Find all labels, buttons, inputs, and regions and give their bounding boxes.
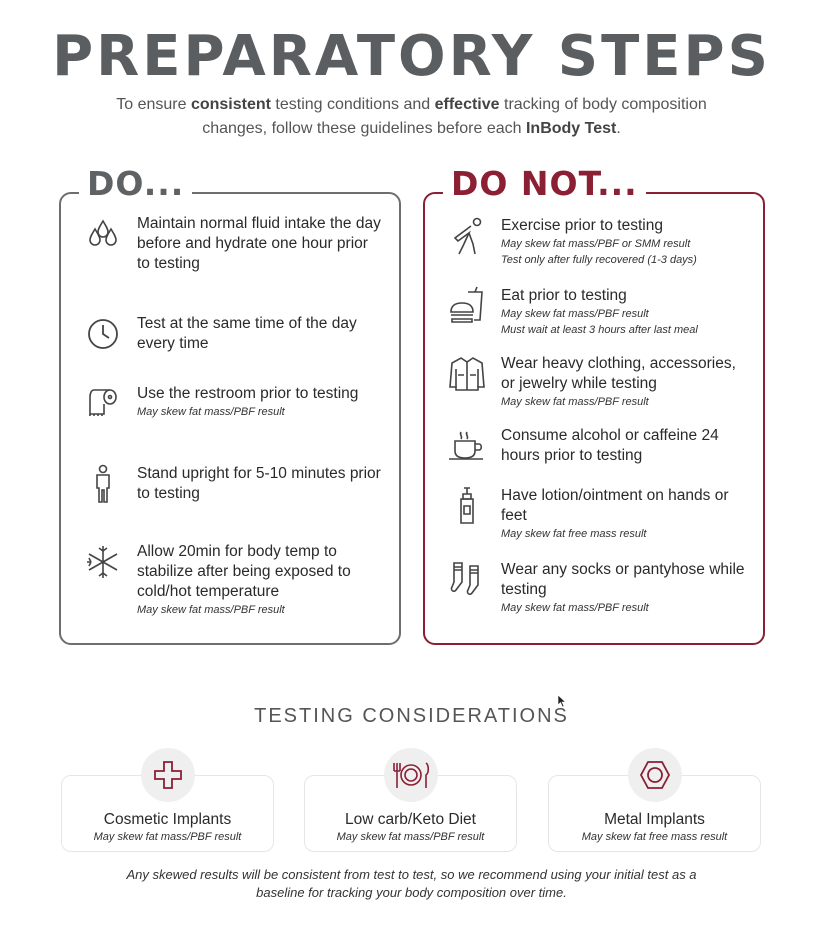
card-cosmetic-implants: [61, 775, 274, 852]
dont-heading: DO NOT...: [443, 164, 646, 203]
card-low-carb-keto: [304, 775, 517, 852]
testing-considerations-title: TESTING CONSIDERATIONS: [254, 705, 569, 727]
do-item-text: Stand upright for 5-10 minutes prior to testing: [137, 465, 381, 502]
plate-utensils-icon: [384, 748, 438, 802]
card-note: May skew fat free mass result: [581, 831, 728, 843]
card-metal-implants: [548, 775, 761, 852]
toilet-paper-icon: [83, 384, 123, 424]
do-item-same-time: [83, 314, 383, 354]
hex-nut-icon: [628, 748, 682, 802]
dont-item-text: Wear any socks or pantyhose while testing: [501, 561, 745, 598]
do-item-note: May skew fat mass/PBF result: [137, 406, 285, 418]
lotion-bottle-icon: [447, 486, 487, 526]
dont-panel: [423, 164, 765, 645]
do-item-temperature: [83, 542, 383, 618]
dont-item-socks: [447, 560, 752, 616]
do-heading: DO...: [79, 164, 192, 203]
dont-item-note-2: Must wait at least 3 hours after last meal: [501, 324, 698, 336]
dont-item-note-2: Test only after fully recovered (1-3 days): [501, 254, 697, 266]
dont-item-note: May skew fat mass/PBF result: [501, 396, 649, 408]
do-item-text: Maintain normal fluid intake the day before and hydrate one hour prior to testing: [137, 215, 381, 272]
do-item-restroom: [83, 384, 383, 424]
clock-icon: [83, 314, 123, 354]
dont-item-lotion: [447, 486, 752, 542]
card-label: Metal Implants: [604, 811, 705, 828]
dont-item-note: May skew fat free mass result: [501, 528, 647, 540]
card-note: May skew fat mass/PBF result: [336, 831, 485, 843]
standing-person-icon: [83, 464, 123, 504]
coffee-cup-icon: [447, 426, 487, 466]
dont-item-text: Exercise prior to testing: [501, 217, 663, 234]
card-label: Low carb/Keto Diet: [345, 811, 476, 828]
dont-item-note: May skew fat mass/PBF result: [501, 602, 649, 614]
dont-item-clothing: [447, 354, 752, 410]
card-note: May skew fat mass/PBF result: [93, 831, 242, 843]
water-drops-icon: [83, 214, 123, 254]
footer-note: Any skewed results will be consistent from test to test, so we recommend using your initial test as a baseline for tracking your body composition over time.: [126, 867, 697, 900]
dont-item-text: Eat prior to testing: [501, 287, 627, 304]
dont-item-note: May skew fat mass/PBF result: [501, 308, 649, 320]
do-item-text: Allow 20min for body temp to stabilize after being exposed to cold/hot temperature: [137, 543, 351, 600]
do-item-text: Test at the same time of the day every time: [137, 315, 357, 352]
intro-text: To ensure consistent testing conditions and effective tracking of body composition changes, follow these guidelines before each InBody Test.: [116, 96, 707, 137]
do-panel: [59, 164, 401, 645]
dont-item-exercise: [447, 216, 752, 268]
do-item-note: May skew fat mass/PBF result: [137, 604, 285, 616]
dont-item-text: Consume alcohol or caffeine 24 hours prior to testing: [501, 427, 719, 464]
medical-cross-icon: [141, 748, 195, 802]
page-title: PREPARATORY STEPS: [52, 24, 771, 89]
dont-item-alcohol: [447, 426, 752, 466]
do-item-text: Use the restroom prior to testing: [137, 385, 359, 402]
burger-drink-icon: [447, 286, 487, 326]
do-item-stand: [83, 464, 383, 504]
sun-snowflake-icon: [83, 542, 123, 582]
jacket-icon: [447, 354, 487, 394]
do-item-hydrate: [83, 214, 383, 274]
dont-item-note: May skew fat mass/PBF or SMM result: [501, 238, 691, 250]
exercise-icon: [447, 216, 487, 256]
socks-icon: [447, 560, 487, 600]
dont-item-eat: [447, 286, 752, 338]
dont-item-text: Have lotion/ointment on hands or feet: [501, 487, 729, 524]
dont-item-text: Wear heavy clothing, accessories, or jewelry while testing: [501, 355, 736, 392]
card-label: Cosmetic Implants: [103, 811, 232, 828]
